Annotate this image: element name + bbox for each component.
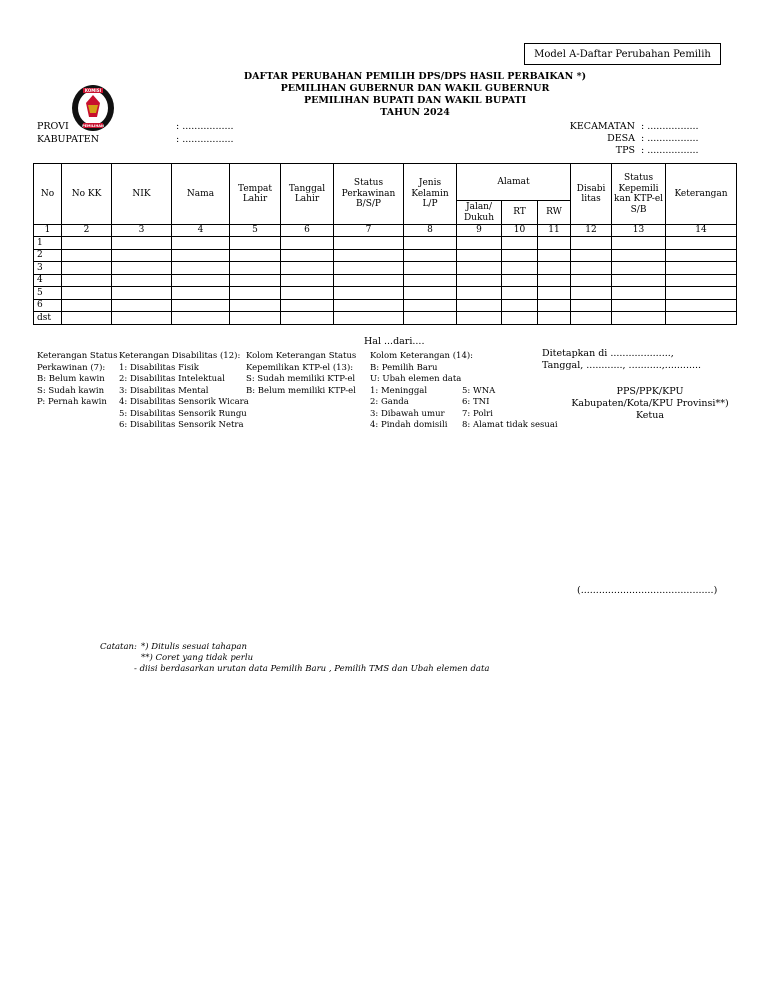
tps-value: : .................: [641, 145, 699, 156]
header-jalan: Jalan/ Dukuh: [457, 201, 502, 225]
ditetapkan-line: Ditetapkan di ....................,: [542, 348, 674, 359]
logo-top-text: KOMISI: [84, 88, 102, 93]
title-line-1: DAFTAR PERUBAHAN PEMILIH DPS/DPS HASIL PERBAIKAN *): [243, 71, 587, 82]
note-line-2: **) Coret yang tidak perlu: [141, 653, 254, 663]
model-label: Model A-Daftar Perubahan Pemilih: [524, 43, 721, 65]
kabupaten-label: KABUPATEN: [37, 134, 100, 145]
voter-change-table: [33, 163, 737, 325]
kabupaten-value: : .................: [176, 134, 234, 145]
legend-disabilitas: Keterangan Disabilitas (12): 1: Disabilitas Fisik 2: Disabilitas Intelektual 3: Disabilitas Mental 4: Disabilitas Sensorik Wicara 5: Disabilitas Sensorik Rungu 6: Disabilitas Sensorik Netra: [119, 351, 249, 430]
note-line-1: *) Ditulis sesuai tahapan: [141, 642, 247, 652]
desa-value: : .................: [641, 133, 699, 144]
table-row: 5: [34, 287, 737, 300]
signature-name-line: (............................................): [577, 585, 718, 596]
signature-level: Kabupaten/Kota/KPU Provinsi**): [571, 398, 729, 409]
signature-role: Ketua: [635, 410, 665, 421]
legend-status-perkawinan: Keterangan Status Perkawinan (7): B: Belum kawin S: Sudah kawin P: Pernah kawin: [37, 351, 118, 407]
provinsi-label: PROVI: [37, 121, 69, 132]
kecamatan-value: : .................: [641, 121, 699, 132]
header-disabilitas: Disabi litas: [571, 164, 612, 225]
header-status-ktp: Status Kepemili kan KTP-el S/B: [612, 164, 666, 225]
header-keterangan: Keterangan: [666, 164, 737, 225]
header-nama: Nama: [172, 164, 230, 225]
header-tempat-lahir: Tempat Lahir: [230, 164, 281, 225]
signature-org: PPS/PPK/KPU: [616, 386, 684, 397]
header-rw: RW: [538, 201, 571, 225]
table-row: 2: [34, 249, 737, 262]
logo-bottom-text: PEMILIHAN: [82, 124, 104, 128]
title-line-2: PEMILIHAN GUBERNUR DAN WAKIL GUBERNUR: [280, 83, 550, 94]
desa-label: DESA: [607, 133, 635, 144]
tanggal-line: Tanggal, ............, ...........,............: [542, 360, 702, 371]
header-jenis-kelamin: Jenis Kelamin L/P: [404, 164, 457, 225]
header-tanggal-lahir: Tanggal Lahir: [281, 164, 334, 225]
note-line-3: - diisi berdasarkan urutan data Pemilih Baru , Pemilih TMS dan Ubah elemen data: [134, 664, 490, 674]
header-alamat: Alamat: [457, 164, 571, 201]
notes-label: Catatan:: [100, 642, 137, 652]
legend-keterangan-extra: 5: WNA 6: TNI 7: Polri 8: Alamat tidak sesuai: [462, 385, 558, 430]
table-row: 1: [34, 237, 737, 250]
header-rt: RT: [502, 201, 538, 225]
page-indicator: Hal ...dari....: [364, 336, 425, 347]
kecamatan-label: KECAMATAN: [569, 121, 635, 132]
title-line-4: TAHUN 2024: [380, 107, 450, 118]
title-line-3: PEMILIHAN BUPATI DAN WAKIL BUPATI: [303, 95, 527, 106]
provinsi-value: : .................: [176, 121, 234, 132]
table-row: 6: [34, 299, 737, 312]
kpu-logo-icon: [70, 83, 116, 133]
header-no-kk: No KK: [62, 164, 112, 225]
legend-keterangan: Kolom Keterangan (14): B: Pemilih Baru U: Ubah elemen data 1: Meninggal 2: Ganda 3: Dibawah umur 4: Pindah domisili: [370, 351, 474, 430]
table-row: 4: [34, 274, 737, 287]
tps-label: TPS: [615, 145, 635, 156]
header-no: No: [34, 164, 62, 225]
legend-ktp: Kolom Keterangan Status Kepemilikan KTP-el (13): S: Sudah memiliki KTP-el B: Belum memiliki KTP-el: [246, 351, 357, 396]
table-row: dst: [34, 312, 737, 325]
header-status-perkawinan: Status Perkawinan B/S/P: [334, 164, 404, 225]
table-row: 3: [34, 262, 737, 275]
column-number-row: 1 2 3 4 5 6 7 8 9 10 11 12 13 14: [34, 225, 737, 237]
header-nik: NIK: [112, 164, 172, 225]
